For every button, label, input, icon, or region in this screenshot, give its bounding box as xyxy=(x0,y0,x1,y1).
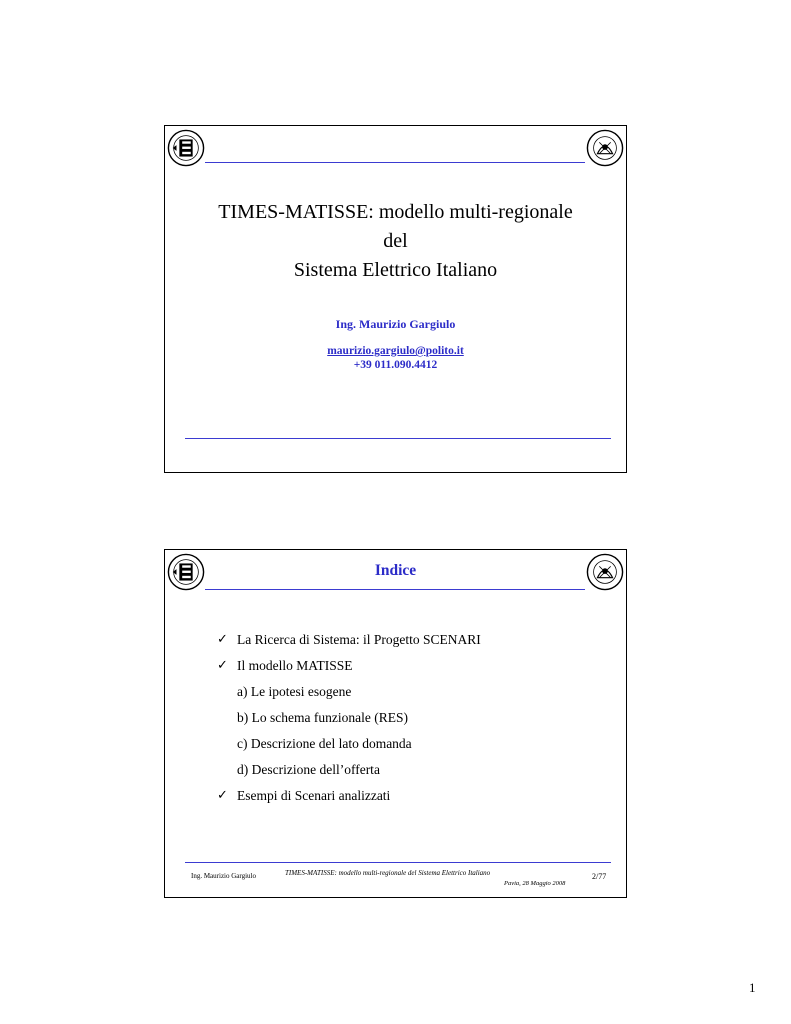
check-icon: ✓ xyxy=(217,632,228,647)
footer-rule xyxy=(185,862,611,863)
university-seal-icon xyxy=(167,129,205,167)
index-slide: Indice ✓ La Ricerca di Sistema: il Progetto SCENARI ✓ Il modello MATISSE a) Le ipotesi esogene b) Lo schema funzionale (RES) c) Descrizione del lato domanda d) Descrizione dell’offerta ✓ Esempi di Scenari analizzati Ing. Maurizio Gargiulo TIMES-MATISSE: modello multi-regionale del Sistema Elettrico Italiano Pavia, 28 Maggio 2008 2/77 xyxy=(164,549,627,898)
title-line-2: del xyxy=(383,230,408,252)
polytechnic-seal-icon xyxy=(586,129,624,167)
author-email-link[interactable]: maurizio.gargiulo@polito.it xyxy=(327,345,464,357)
title-line-1: TIMES-MATISSE: modello multi-regionale xyxy=(218,201,573,223)
title-line-3: Sistema Elettrico Italiano xyxy=(293,259,498,281)
slide-title: Indice xyxy=(374,562,417,579)
check-icon: ✓ xyxy=(217,658,228,673)
footer-title: TIMES-MATISSE: modello multi-regionale del Sistema Elettrico Italiano xyxy=(285,869,491,877)
author-name: Ing. Maurizio Gargiulo xyxy=(335,317,456,331)
slide-title xyxy=(165,198,626,285)
title-slide xyxy=(164,125,627,473)
page-number: 1 xyxy=(749,980,756,995)
footer-rule xyxy=(185,438,611,439)
footer-author: Ing. Maurizio Gargiulo xyxy=(191,872,256,880)
footer-page: 2/77 xyxy=(592,872,607,881)
check-icon: ✓ xyxy=(217,788,228,803)
header-rule xyxy=(205,162,585,163)
author-phone: +39 011.090.4412 xyxy=(353,359,438,371)
footer-date: Pavia, 28 Maggio 2008 xyxy=(504,880,566,887)
header-rule xyxy=(205,589,585,590)
